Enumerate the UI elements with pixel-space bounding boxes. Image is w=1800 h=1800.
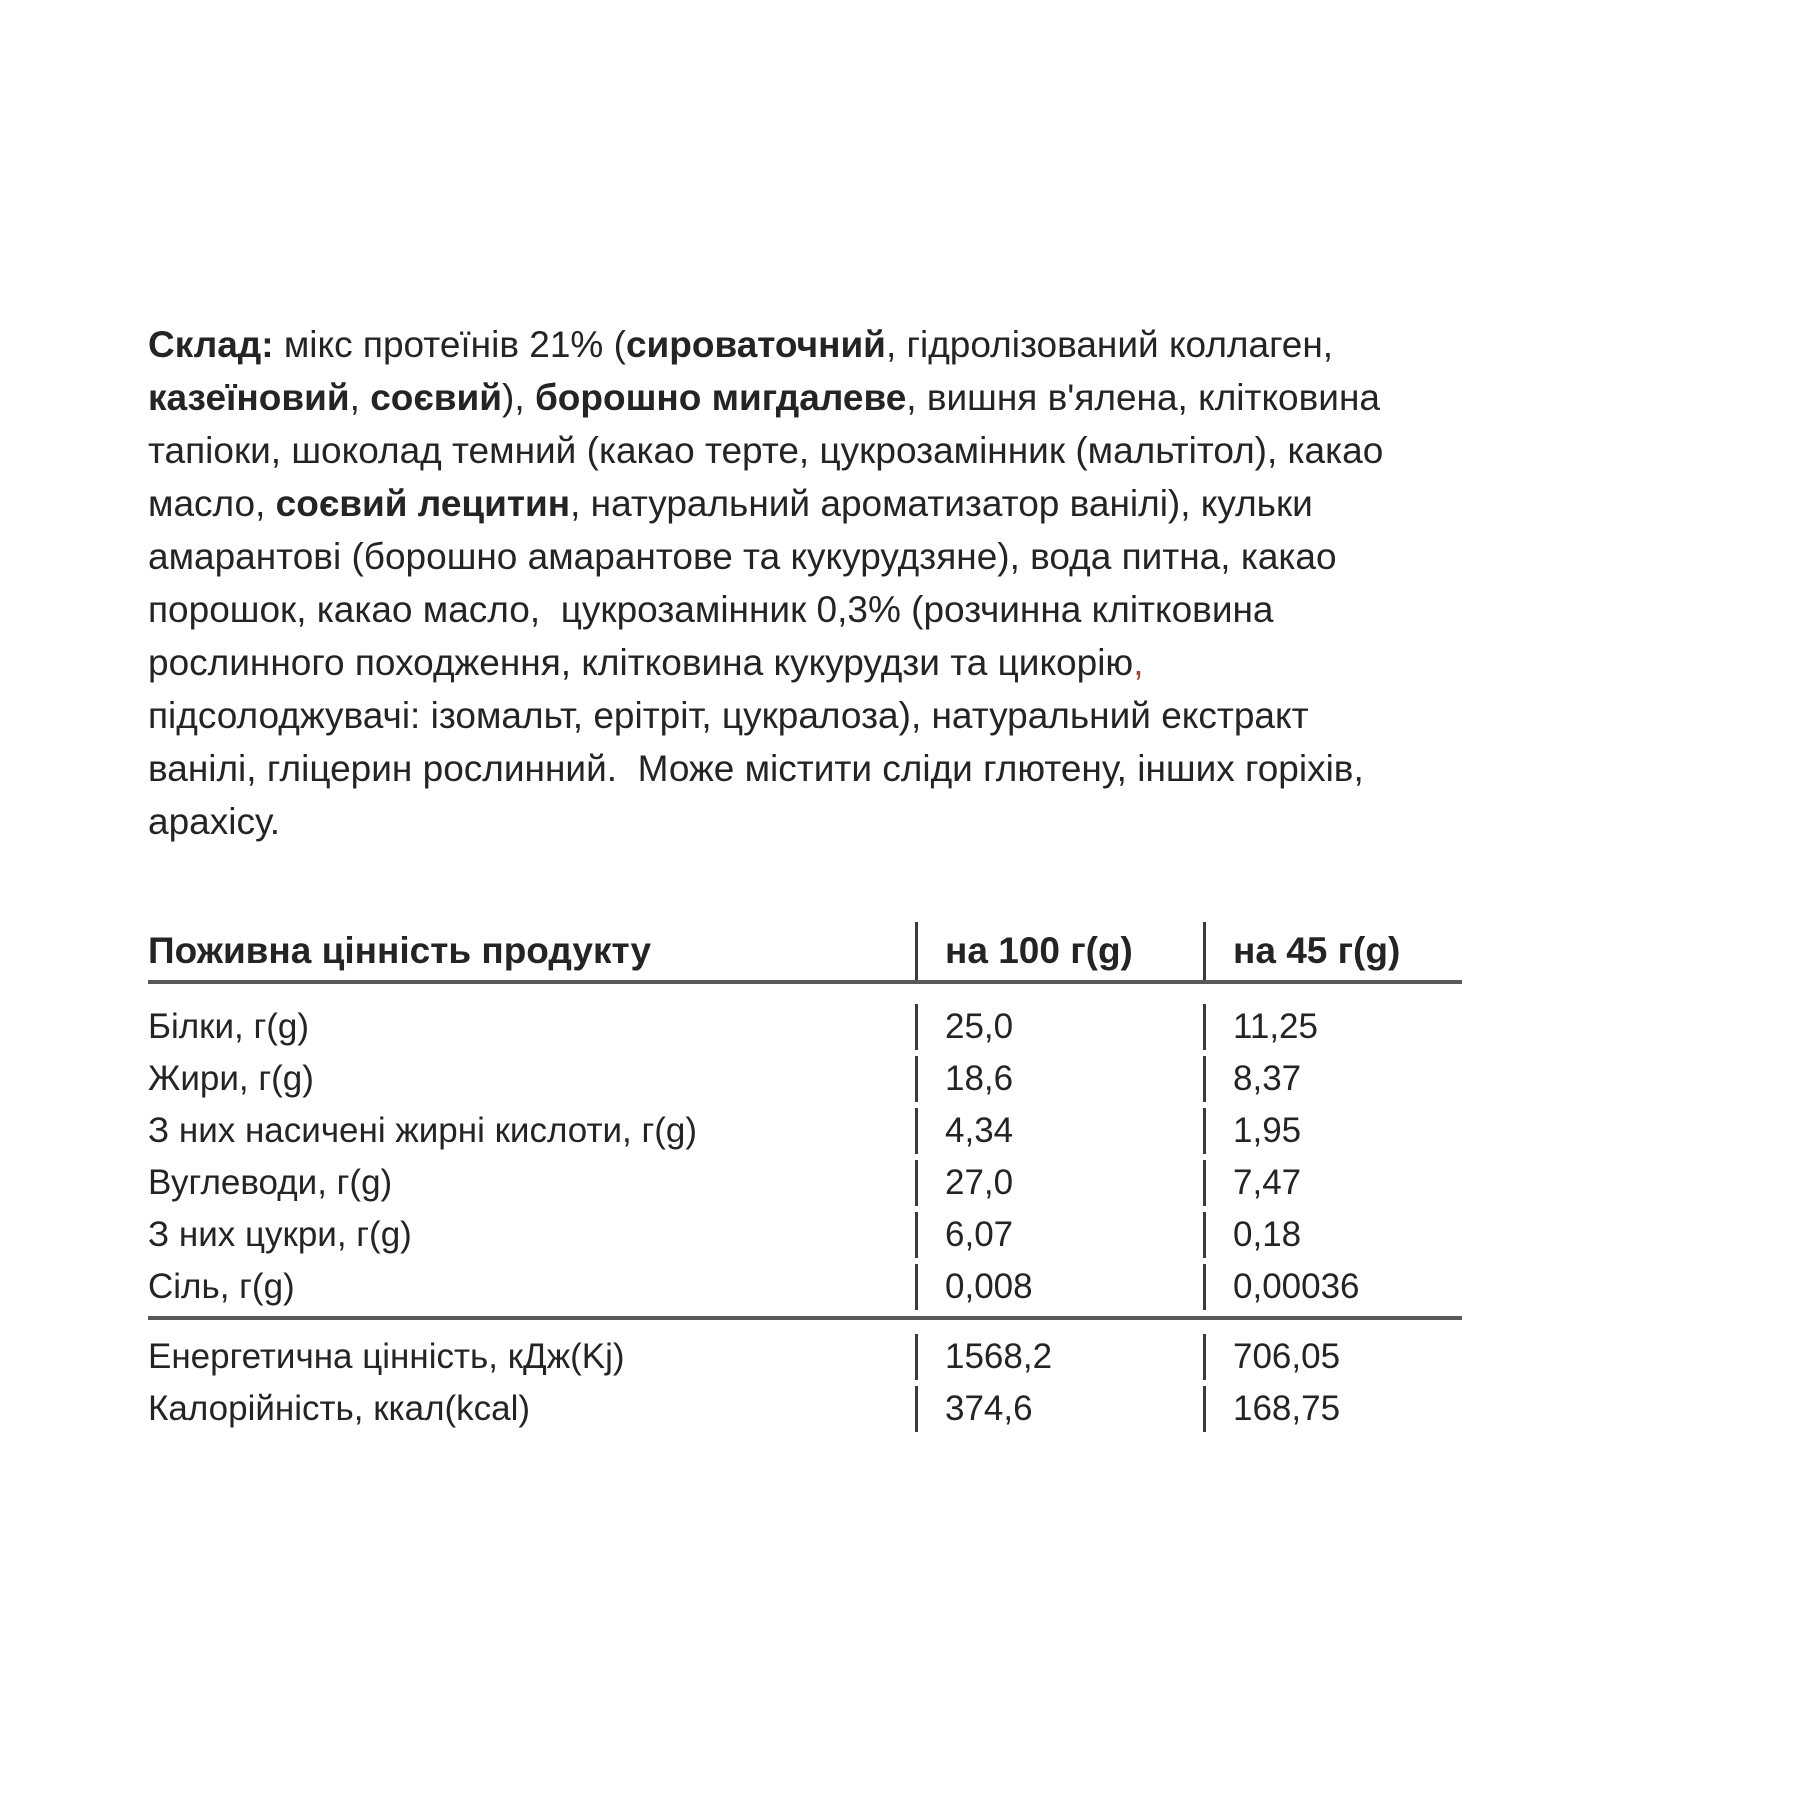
column-header-per-100g: на 100 г(g) [915, 922, 1203, 980]
nutrition-rows [148, 1004, 1462, 1310]
ingredient-text: ванілі, гліцерин рослинний. Може містити сліди глютену, інших горіхів, [148, 748, 1364, 789]
nutrient-label: З них цукри, г(g) [148, 1215, 412, 1254]
nutrition-table-header [148, 922, 1462, 984]
ingredient-text: підсолоджувачі: ізомальт, ерітріт, цукралоза), натуральний екстракт [148, 695, 1309, 736]
ingredient-bold-text: казеїновий [148, 377, 350, 418]
value-per-100g: 18,6 [915, 1056, 1203, 1102]
nutrient-label: Білки, г(g) [148, 1007, 310, 1046]
ingredient-text: , гідролізований коллаген, [885, 324, 1334, 365]
ingredient-text: амарантові (борошно амарантове та кукурудзяне), вода питна, какао [148, 536, 1337, 577]
energy-rows [148, 1334, 1462, 1432]
value-per-100g: 27,0 [915, 1160, 1203, 1206]
value-per-45g: 0,00036 [1203, 1264, 1462, 1310]
ingredient-bold-text: соєвий [370, 377, 503, 418]
ingredient-text: арахісу. [148, 801, 281, 842]
content-area [148, 318, 1478, 848]
table-row [148, 1056, 1462, 1102]
value-per-45g: 168,75 [1203, 1386, 1462, 1432]
value-per-100g: 25,0 [915, 1004, 1203, 1050]
table-row [148, 1004, 1462, 1050]
nutrient-label: Калорійність, ккал(kcal) [148, 1389, 531, 1428]
value-per-45g: 11,25 [1203, 1004, 1462, 1050]
value-per-100g: 1568,2 [915, 1334, 1203, 1380]
table-row [148, 1264, 1462, 1310]
value-per-45g: 7,47 [1203, 1160, 1462, 1206]
table-row [148, 1334, 1462, 1380]
ingredient-text: , [1133, 642, 1144, 683]
ingredient-text: мікс протеїнів 21% ( [273, 324, 626, 365]
value-per-100g: 4,34 [915, 1108, 1203, 1154]
value-per-100g: 0,008 [915, 1264, 1203, 1310]
nutrient-label: Жири, г(g) [148, 1059, 314, 1098]
table-row [148, 1212, 1462, 1258]
ingredient-bold-text: сироваточний [625, 324, 886, 365]
table-row [148, 1108, 1462, 1154]
value-per-45g: 1,95 [1203, 1108, 1462, 1154]
value-per-100g: 374,6 [915, 1386, 1203, 1432]
ingredient-text: масло, [148, 483, 276, 524]
ingredient-text: ), [502, 377, 535, 418]
nutrient-label: З них насичені жирні кислоти, г(g) [148, 1111, 698, 1150]
value-per-45g: 0,18 [1203, 1212, 1462, 1258]
ingredient-bold-text: борошно мигдалеве [534, 377, 907, 418]
ingredient-text: рослинного походження, клітковина кукурудзи та цикорію [148, 642, 1134, 683]
nutrition-table [148, 922, 1462, 1438]
table-row [148, 1160, 1462, 1206]
ingredient-text: тапіоки, шоколад темний (какао терте, цукрозамінник (мальтітол), какао [148, 430, 1384, 471]
value-per-45g: 8,37 [1203, 1056, 1462, 1102]
nutrient-label: Сіль, г(g) [148, 1267, 295, 1306]
value-per-45g: 706,05 [1203, 1334, 1462, 1380]
ingredient-text: , вишня в'ялена, клітковина [906, 377, 1380, 418]
value-per-100g: 6,07 [915, 1212, 1203, 1258]
ingredient-text: порошок, какао масло, цукрозамінник 0,3% (розчинна клітковина [148, 589, 1274, 630]
ingredients-paragraph [148, 318, 1478, 848]
ingredient-text: , [349, 377, 371, 418]
table-row [148, 1386, 1462, 1432]
column-header-per-45g: на 45 г(g) [1203, 922, 1462, 980]
nutrient-label: Вуглеводи, г(g) [148, 1163, 393, 1202]
ingredient-text: , натуральний ароматизатор ванілі), кульки [570, 483, 1313, 524]
energy-section-divider [148, 1316, 1462, 1320]
nutrition-table-title: Поживна цінність продукту [148, 930, 652, 971]
ingredient-bold-text: соєвий лецитин [275, 483, 571, 524]
nutrient-label: Енергетична цінність, кДж(Kj) [148, 1337, 625, 1376]
ingredient-bold-text: Склад: [148, 324, 274, 365]
